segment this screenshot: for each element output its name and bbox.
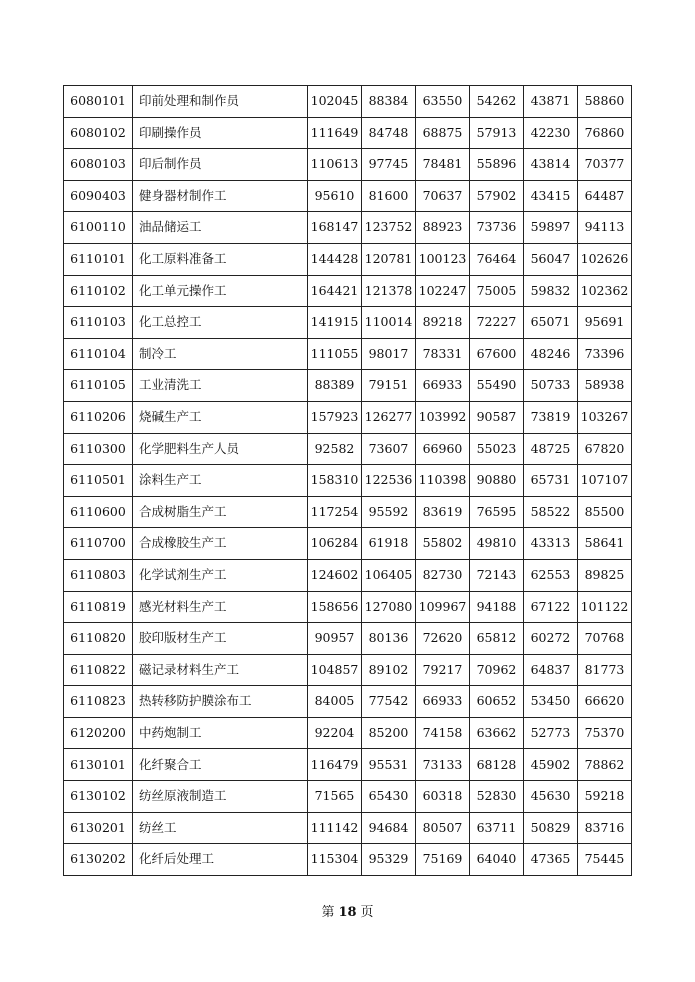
wage-value-cell: 60272 <box>524 623 578 655</box>
occupation-code-cell: 6080101 <box>64 86 133 118</box>
occupation-code-cell: 6090403 <box>64 180 133 212</box>
wage-value-cell: 70962 <box>470 654 524 686</box>
wage-value-cell: 168147 <box>308 212 362 244</box>
wage-value-cell: 60318 <box>416 781 470 813</box>
wage-value-cell: 92582 <box>308 433 362 465</box>
wage-value-cell: 55802 <box>416 528 470 560</box>
table-row <box>64 212 632 244</box>
wage-value-cell: 117254 <box>308 496 362 528</box>
wage-value-cell: 58860 <box>578 86 632 118</box>
occupation-code-cell: 6110104 <box>64 338 133 370</box>
wage-value-cell: 89218 <box>416 307 470 339</box>
occupation-name-cell: 涂料生产工 <box>133 465 308 497</box>
wage-value-cell: 60652 <box>470 686 524 718</box>
table-row <box>64 559 632 591</box>
wage-value-cell: 72143 <box>470 559 524 591</box>
occupation-name-cell: 化学肥料生产人员 <box>133 433 308 465</box>
wage-value-cell: 63662 <box>470 717 524 749</box>
occupation-code-cell: 6130101 <box>64 749 133 781</box>
wage-value-cell: 104857 <box>308 654 362 686</box>
wage-value-cell: 55896 <box>470 149 524 181</box>
wage-value-cell: 77542 <box>362 686 416 718</box>
wage-value-cell: 92204 <box>308 717 362 749</box>
wage-value-cell: 70768 <box>578 623 632 655</box>
table-row <box>64 117 632 149</box>
wage-value-cell: 126277 <box>362 401 416 433</box>
wage-value-cell: 75445 <box>578 844 632 876</box>
wage-value-cell: 78862 <box>578 749 632 781</box>
wage-value-cell: 78331 <box>416 338 470 370</box>
page-footer <box>0 901 695 920</box>
occupation-name-cell: 油品储运工 <box>133 212 308 244</box>
wage-value-cell: 67122 <box>524 591 578 623</box>
wage-value-cell: 80136 <box>362 623 416 655</box>
occupation-code-cell: 6110803 <box>64 559 133 591</box>
table-row <box>64 749 632 781</box>
wage-value-cell: 95531 <box>362 749 416 781</box>
table-row <box>64 528 632 560</box>
wage-value-cell: 83716 <box>578 812 632 844</box>
occupation-name-cell: 胶印版材生产工 <box>133 623 308 655</box>
occupation-name-cell: 合成树脂生产工 <box>133 496 308 528</box>
wage-value-cell: 158310 <box>308 465 362 497</box>
wage-value-cell: 64837 <box>524 654 578 686</box>
wage-value-cell: 109967 <box>416 591 470 623</box>
wage-value-cell: 82730 <box>416 559 470 591</box>
table-row <box>64 243 632 275</box>
wage-value-cell: 43313 <box>524 528 578 560</box>
wage-value-cell: 94188 <box>470 591 524 623</box>
wage-value-cell: 70377 <box>578 149 632 181</box>
occupation-code-cell: 6100110 <box>64 212 133 244</box>
table-row <box>64 465 632 497</box>
wage-value-cell: 73819 <box>524 401 578 433</box>
table-row <box>64 401 632 433</box>
wage-value-cell: 71565 <box>308 781 362 813</box>
wage-value-cell: 48246 <box>524 338 578 370</box>
table-row <box>64 686 632 718</box>
wage-value-cell: 101122 <box>578 591 632 623</box>
occupation-code-cell: 6110103 <box>64 307 133 339</box>
occupation-name-cell: 化纤聚合工 <box>133 749 308 781</box>
wage-value-cell: 90957 <box>308 623 362 655</box>
wage-value-cell: 45902 <box>524 749 578 781</box>
wage-value-cell: 68875 <box>416 117 470 149</box>
occupation-code-cell: 6110206 <box>64 401 133 433</box>
wage-value-cell: 72227 <box>470 307 524 339</box>
wage-value-cell: 47365 <box>524 844 578 876</box>
wage-table-body <box>64 86 632 876</box>
occupation-name-cell: 合成橡胶生产工 <box>133 528 308 560</box>
wage-value-cell: 63711 <box>470 812 524 844</box>
wage-value-cell: 45630 <box>524 781 578 813</box>
occupation-code-cell: 6110105 <box>64 370 133 402</box>
wage-value-cell: 141915 <box>308 307 362 339</box>
wage-value-cell: 66620 <box>578 686 632 718</box>
table-row <box>64 370 632 402</box>
wage-value-cell: 81773 <box>578 654 632 686</box>
wage-value-cell: 62553 <box>524 559 578 591</box>
wage-value-cell: 72620 <box>416 623 470 655</box>
occupation-name-cell: 印刷操作员 <box>133 117 308 149</box>
table-row <box>64 654 632 686</box>
wage-value-cell: 54262 <box>470 86 524 118</box>
wage-value-cell: 66960 <box>416 433 470 465</box>
occupation-code-cell: 6080103 <box>64 149 133 181</box>
wage-value-cell: 70637 <box>416 180 470 212</box>
page-footer-suffix: 页 <box>360 905 374 920</box>
table-row <box>64 623 632 655</box>
wage-value-cell: 85200 <box>362 717 416 749</box>
wage-value-cell: 110398 <box>416 465 470 497</box>
wage-value-cell: 59832 <box>524 275 578 307</box>
wage-value-cell: 78481 <box>416 149 470 181</box>
page-footer-prefix: 第 <box>321 905 335 920</box>
wage-value-cell: 79217 <box>416 654 470 686</box>
wage-value-cell: 79151 <box>362 370 416 402</box>
table-row <box>64 275 632 307</box>
wage-value-cell: 52773 <box>524 717 578 749</box>
occupation-code-cell: 6080102 <box>64 117 133 149</box>
wage-value-cell: 102045 <box>308 86 362 118</box>
wage-value-cell: 106405 <box>362 559 416 591</box>
occupation-name-cell: 中药炮制工 <box>133 717 308 749</box>
wage-value-cell: 58641 <box>578 528 632 560</box>
wage-value-cell: 90587 <box>470 401 524 433</box>
wage-value-cell: 102362 <box>578 275 632 307</box>
occupation-code-cell: 6110823 <box>64 686 133 718</box>
wage-value-cell: 83619 <box>416 496 470 528</box>
wage-value-cell: 49810 <box>470 528 524 560</box>
wage-table <box>63 85 632 876</box>
occupation-name-cell: 感光材料生产工 <box>133 591 308 623</box>
occupation-name-cell: 纺丝工 <box>133 812 308 844</box>
wage-value-cell: 73607 <box>362 433 416 465</box>
wage-value-cell: 121378 <box>362 275 416 307</box>
wage-value-cell: 89102 <box>362 654 416 686</box>
wage-value-cell: 102247 <box>416 275 470 307</box>
wage-value-cell: 61918 <box>362 528 416 560</box>
wage-value-cell: 80507 <box>416 812 470 844</box>
wage-value-cell: 57902 <box>470 180 524 212</box>
wage-value-cell: 110014 <box>362 307 416 339</box>
wage-value-cell: 120781 <box>362 243 416 275</box>
occupation-code-cell: 6130201 <box>64 812 133 844</box>
wage-value-cell: 111055 <box>308 338 362 370</box>
wage-value-cell: 48725 <box>524 433 578 465</box>
occupation-name-cell: 化工原料准备工 <box>133 243 308 275</box>
wage-value-cell: 76464 <box>470 243 524 275</box>
table-row <box>64 180 632 212</box>
table-row <box>64 149 632 181</box>
wage-value-cell: 81600 <box>362 180 416 212</box>
wage-value-cell: 76860 <box>578 117 632 149</box>
wage-value-cell: 95592 <box>362 496 416 528</box>
wage-value-cell: 65731 <box>524 465 578 497</box>
occupation-name-cell: 制冷工 <box>133 338 308 370</box>
wage-value-cell: 55490 <box>470 370 524 402</box>
wage-value-cell: 50733 <box>524 370 578 402</box>
wage-value-cell: 88389 <box>308 370 362 402</box>
wage-value-cell: 67820 <box>578 433 632 465</box>
wage-value-cell: 64040 <box>470 844 524 876</box>
wage-value-cell: 107107 <box>578 465 632 497</box>
occupation-code-cell: 6110819 <box>64 591 133 623</box>
table-row <box>64 496 632 528</box>
wage-value-cell: 50829 <box>524 812 578 844</box>
wage-value-cell: 127080 <box>362 591 416 623</box>
occupation-name-cell: 健身器材制作工 <box>133 180 308 212</box>
occupation-code-cell: 6110820 <box>64 623 133 655</box>
table-row <box>64 591 632 623</box>
table-row <box>64 844 632 876</box>
wage-value-cell: 84748 <box>362 117 416 149</box>
table-row <box>64 812 632 844</box>
wage-value-cell: 42230 <box>524 117 578 149</box>
wage-value-cell: 64487 <box>578 180 632 212</box>
wage-value-cell: 57913 <box>470 117 524 149</box>
occupation-name-cell: 烧碱生产工 <box>133 401 308 433</box>
occupation-name-cell: 磁记录材料生产工 <box>133 654 308 686</box>
wage-value-cell: 110613 <box>308 149 362 181</box>
table-row <box>64 86 632 118</box>
wage-value-cell: 164421 <box>308 275 362 307</box>
wage-value-cell: 73396 <box>578 338 632 370</box>
wage-value-cell: 122536 <box>362 465 416 497</box>
wage-value-cell: 102626 <box>578 243 632 275</box>
table-row <box>64 338 632 370</box>
wage-value-cell: 55023 <box>470 433 524 465</box>
table-row <box>64 307 632 339</box>
occupation-code-cell: 6130102 <box>64 781 133 813</box>
table-row <box>64 781 632 813</box>
wage-value-cell: 98017 <box>362 338 416 370</box>
occupation-name-cell: 纺丝原液制造工 <box>133 781 308 813</box>
table-row <box>64 433 632 465</box>
wage-value-cell: 158656 <box>308 591 362 623</box>
occupation-name-cell: 印前处理和制作员 <box>133 86 308 118</box>
occupation-code-cell: 6110102 <box>64 275 133 307</box>
wage-value-cell: 73736 <box>470 212 524 244</box>
wage-value-cell: 100123 <box>416 243 470 275</box>
occupation-code-cell: 6110501 <box>64 465 133 497</box>
occupation-code-cell: 6110700 <box>64 528 133 560</box>
wage-value-cell: 88384 <box>362 86 416 118</box>
wage-value-cell: 65071 <box>524 307 578 339</box>
wage-value-cell: 58938 <box>578 370 632 402</box>
occupation-code-cell: 6110101 <box>64 243 133 275</box>
wage-value-cell: 88923 <box>416 212 470 244</box>
wage-value-cell: 58522 <box>524 496 578 528</box>
occupation-name-cell: 热转移防护膜涂布工 <box>133 686 308 718</box>
wage-value-cell: 59218 <box>578 781 632 813</box>
wage-value-cell: 43871 <box>524 86 578 118</box>
wage-value-cell: 67600 <box>470 338 524 370</box>
wage-value-cell: 95691 <box>578 307 632 339</box>
occupation-code-cell: 6130202 <box>64 844 133 876</box>
occupation-name-cell: 化工单元操作工 <box>133 275 308 307</box>
wage-value-cell: 43814 <box>524 149 578 181</box>
wage-value-cell: 68128 <box>470 749 524 781</box>
wage-value-cell: 66933 <box>416 686 470 718</box>
wage-value-cell: 65430 <box>362 781 416 813</box>
page-number: 18 <box>338 905 357 920</box>
wage-value-cell: 63550 <box>416 86 470 118</box>
wage-value-cell: 52830 <box>470 781 524 813</box>
occupation-code-cell: 6110822 <box>64 654 133 686</box>
wage-value-cell: 115304 <box>308 844 362 876</box>
occupation-name-cell: 化纤后处理工 <box>133 844 308 876</box>
wage-value-cell: 66933 <box>416 370 470 402</box>
wage-value-cell: 59897 <box>524 212 578 244</box>
wage-value-cell: 103267 <box>578 401 632 433</box>
wage-value-cell: 124602 <box>308 559 362 591</box>
occupation-name-cell: 化学试剂生产工 <box>133 559 308 591</box>
wage-value-cell: 89825 <box>578 559 632 591</box>
occupation-name-cell: 工业清洗工 <box>133 370 308 402</box>
wage-value-cell: 116479 <box>308 749 362 781</box>
wage-value-cell: 75169 <box>416 844 470 876</box>
wage-value-cell: 56047 <box>524 243 578 275</box>
wage-value-cell: 106284 <box>308 528 362 560</box>
wage-value-cell: 97745 <box>362 149 416 181</box>
wage-value-cell: 111142 <box>308 812 362 844</box>
wage-value-cell: 65812 <box>470 623 524 655</box>
wage-value-cell: 75370 <box>578 717 632 749</box>
wage-value-cell: 123752 <box>362 212 416 244</box>
occupation-name-cell: 印后制作员 <box>133 149 308 181</box>
table-row <box>64 717 632 749</box>
wage-value-cell: 94684 <box>362 812 416 844</box>
wage-value-cell: 75005 <box>470 275 524 307</box>
occupation-name-cell: 化工总控工 <box>133 307 308 339</box>
wage-value-cell: 94113 <box>578 212 632 244</box>
wage-value-cell: 84005 <box>308 686 362 718</box>
wage-value-cell: 111649 <box>308 117 362 149</box>
wage-value-cell: 74158 <box>416 717 470 749</box>
occupation-code-cell: 6110600 <box>64 496 133 528</box>
wage-value-cell: 103992 <box>416 401 470 433</box>
wage-value-cell: 144428 <box>308 243 362 275</box>
wage-value-cell: 43415 <box>524 180 578 212</box>
wage-value-cell: 95610 <box>308 180 362 212</box>
wage-value-cell: 53450 <box>524 686 578 718</box>
wage-value-cell: 90880 <box>470 465 524 497</box>
occupation-code-cell: 6120200 <box>64 717 133 749</box>
wage-value-cell: 85500 <box>578 496 632 528</box>
occupation-code-cell: 6110300 <box>64 433 133 465</box>
wage-value-cell: 76595 <box>470 496 524 528</box>
wage-value-cell: 95329 <box>362 844 416 876</box>
wage-value-cell: 157923 <box>308 401 362 433</box>
wage-value-cell: 73133 <box>416 749 470 781</box>
